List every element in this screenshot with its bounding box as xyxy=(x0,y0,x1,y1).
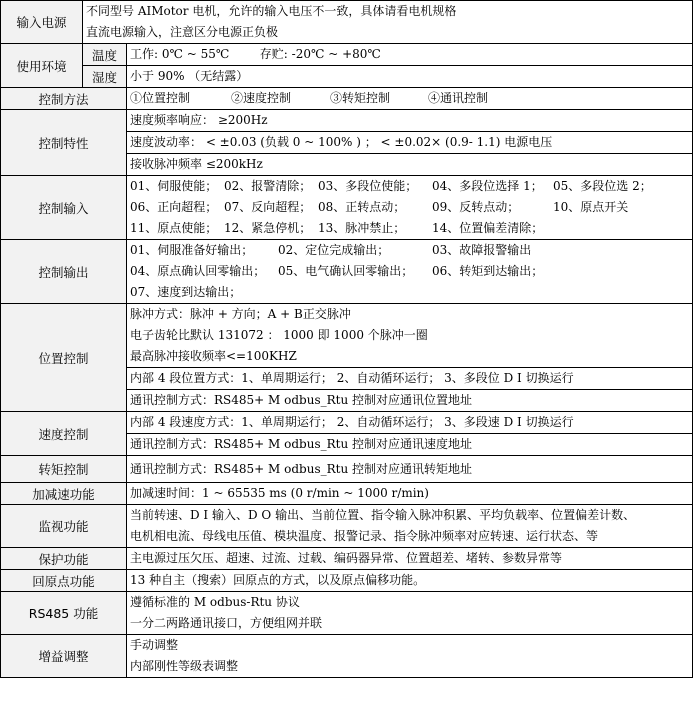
gear-ratio-line: 电子齿轮比默认 131072 ： 1000 即 1000 个脉冲一圈 xyxy=(130,328,428,342)
comm-position-line: 通讯控制方式：RS485+ M odbus_Rtu 控制对应通讯位置地址 xyxy=(127,389,692,411)
row-control-input xyxy=(1,176,693,240)
control-input-row-2 xyxy=(127,197,692,218)
control-input-row-3 xyxy=(127,218,692,239)
accel-decel-label: 加减速功能 xyxy=(1,483,127,505)
control-output-row-2 xyxy=(127,261,692,282)
power-value xyxy=(83,1,693,44)
input-item: 13、脉冲禁止； xyxy=(318,221,406,235)
comm-torque-line: 通讯控制方式：RS485+ M odbus_Rtu 控制对应通讯转矩地址 xyxy=(130,462,473,476)
protection-line: 主电源过压欠压、超速、过流、过载、编码器异常、位置超差、堵转、参数异常等 xyxy=(130,551,563,565)
output-item: 05、电气确认回零输出； xyxy=(278,264,414,278)
row-speed-control xyxy=(1,412,693,456)
row-control-characteristics xyxy=(1,110,693,176)
control-method-torque: ③转矩控制 xyxy=(330,91,391,105)
control-output-label: 控制输出 xyxy=(1,240,127,304)
environment-label: 使用环境 xyxy=(1,44,83,88)
row-power xyxy=(1,1,693,44)
monitoring-value xyxy=(127,505,693,548)
power-line-1: 不同型号 AIMotor 电机，允许的输入电压不一致，具体请看电机规格 xyxy=(86,4,457,18)
output-item: 01、伺服准备好输出； xyxy=(130,243,254,257)
control-output-row-3 xyxy=(127,282,692,303)
gain-tuning-value xyxy=(127,635,693,678)
power-line-2: 直流电源输入，注意区分电源正负极 xyxy=(86,25,279,39)
output-item: 03、故障报警输出 xyxy=(432,243,532,257)
homing-label: 回原点功能 xyxy=(1,570,127,592)
internal-position-line: 内部 4 段位置方式：1、单周期运行； 2、自动循环运行； 3、多段位 D I 切换运行 xyxy=(127,367,692,389)
temperature-value xyxy=(127,44,693,66)
pulse-mode-line: 脉冲方式：脉冲 + 方向；A + B正交脉冲 xyxy=(130,307,351,321)
control-input-row-1 xyxy=(127,176,692,197)
accel-decel-value xyxy=(127,483,693,505)
rs485-line-1: 遵循标准的 M odbus-Rtu 协议 xyxy=(130,595,300,609)
output-item: 07、速度到达输出； xyxy=(130,285,242,299)
speed-control-label: 速度控制 xyxy=(1,412,127,456)
control-characteristics-label: 控制特性 xyxy=(1,110,127,176)
input-item: 07、反向超程； xyxy=(224,200,312,214)
humidity-text: 小于 90% （无结露） xyxy=(130,69,249,83)
row-environment-humidity xyxy=(1,66,693,88)
control-method-value xyxy=(127,88,693,110)
control-method-speed: ②速度控制 xyxy=(231,91,292,105)
protection-value xyxy=(127,548,693,570)
input-item: 02、报警清除； xyxy=(224,179,312,193)
output-item: 06、转矩到达输出； xyxy=(432,264,544,278)
internal-speed-line: 内部 4 段速度方式：1、单周期运行； 2、自动循环运行； 3、多段速 D I 切换运行 xyxy=(130,415,574,429)
rs485-line-2: 一分二两路通讯接口，方便组网并联 xyxy=(130,616,323,630)
row-environment-temp xyxy=(1,44,693,66)
protection-label: 保护功能 xyxy=(1,548,127,570)
row-accel-decel xyxy=(1,483,693,505)
input-item: 12、紧急停机； xyxy=(224,221,312,235)
humidity-value xyxy=(127,66,693,88)
control-method-comm: ④通讯控制 xyxy=(428,91,489,105)
rs485-label: RS485 功能 xyxy=(1,592,127,635)
control-method-items xyxy=(127,88,692,109)
humidity-label: 湿度 xyxy=(83,66,127,88)
row-position-control xyxy=(1,304,693,412)
row-homing xyxy=(1,570,693,592)
monitoring-line-2: 电机相电流、母线电压值、模块温度、报警记录、指令脉冲频率对应转速、运行状态、等 xyxy=(130,529,599,543)
control-method-label: 控制方法 xyxy=(1,88,127,110)
monitoring-line-1: 当前转速、D I 输入、D O 输出、当前位置、指令输入脉冲积累、平均负载率、位置偏差计数、 xyxy=(130,508,636,522)
temperature-label: 温度 xyxy=(83,44,127,66)
torque-control-value xyxy=(127,456,693,483)
control-method-position: ①位置控制 xyxy=(130,91,191,105)
row-torque-control xyxy=(1,456,693,483)
row-protection xyxy=(1,548,693,570)
control-output-row-1 xyxy=(127,240,692,261)
pulse-frequency-line: 接收脉冲频率 ≤200kHz xyxy=(127,153,692,175)
output-item: 04、原点确认回零输出； xyxy=(130,264,266,278)
torque-control-label: 转矩控制 xyxy=(1,456,127,483)
input-item: 09、反转点动； xyxy=(432,200,520,214)
max-pulse-line: 最高脉冲接收频率<=100KHZ xyxy=(130,349,297,363)
speed-response-line: 速度频率响应： ≥200Hz xyxy=(130,113,268,127)
accel-decel-line: 加减速时间：1 ~ 65535 ms (0 r/min ~ 1000 r/min) xyxy=(130,486,429,500)
speed-fluctuation-line: 速度波动率： < ±0.03 (负载 0 ~ 100% ) ； < ±0.02× (0.9- 1.1) 电源电压 xyxy=(127,131,692,153)
input-item: 14、位置偏差清除； xyxy=(432,221,544,235)
position-control-label: 位置控制 xyxy=(1,304,127,412)
input-item: 04、多段位选择 1； xyxy=(432,179,543,193)
input-item: 01、伺服使能； xyxy=(130,179,218,193)
gain-tuning-label: 增益调整 xyxy=(1,635,127,678)
position-control-value xyxy=(127,304,693,412)
input-item: 05、多段位选 2； xyxy=(553,179,652,193)
row-rs485 xyxy=(1,592,693,635)
control-output-value xyxy=(127,240,693,304)
output-item: 02、定位完成输出； xyxy=(278,243,390,257)
input-item: 10、原点开关 xyxy=(553,200,629,214)
input-item: 11、原点使能； xyxy=(130,221,218,235)
monitoring-label: 监视功能 xyxy=(1,505,127,548)
row-control-method xyxy=(1,88,693,110)
power-label: 输入电源 xyxy=(1,1,83,44)
row-gain-tuning xyxy=(1,635,693,678)
input-item: 06、正向超程； xyxy=(130,200,218,214)
rs485-value xyxy=(127,592,693,635)
control-input-value xyxy=(127,176,693,240)
homing-value xyxy=(127,570,693,592)
temperature-text: 工作: 0℃ ~ 55℃ 存贮: -20℃ ~ +80℃ xyxy=(130,47,381,61)
control-characteristics-value xyxy=(127,110,693,176)
gain-tuning-line-2: 内部刚性等级表调整 xyxy=(130,659,239,673)
gain-tuning-line-1: 手动调整 xyxy=(130,638,179,652)
control-input-label: 控制输入 xyxy=(1,176,127,240)
row-control-output xyxy=(1,240,693,304)
comm-speed-line: 通讯控制方式：RS485+ M odbus_Rtu 控制对应通讯速度地址 xyxy=(127,433,692,455)
homing-line: 13 种自主（搜索）回原点的方式，以及原点偏移功能。 xyxy=(130,573,426,587)
row-monitoring xyxy=(1,505,693,548)
input-item: 08、正转点动； xyxy=(318,200,406,214)
speed-control-value xyxy=(127,412,693,456)
input-item: 03、多段位使能； xyxy=(318,179,418,193)
